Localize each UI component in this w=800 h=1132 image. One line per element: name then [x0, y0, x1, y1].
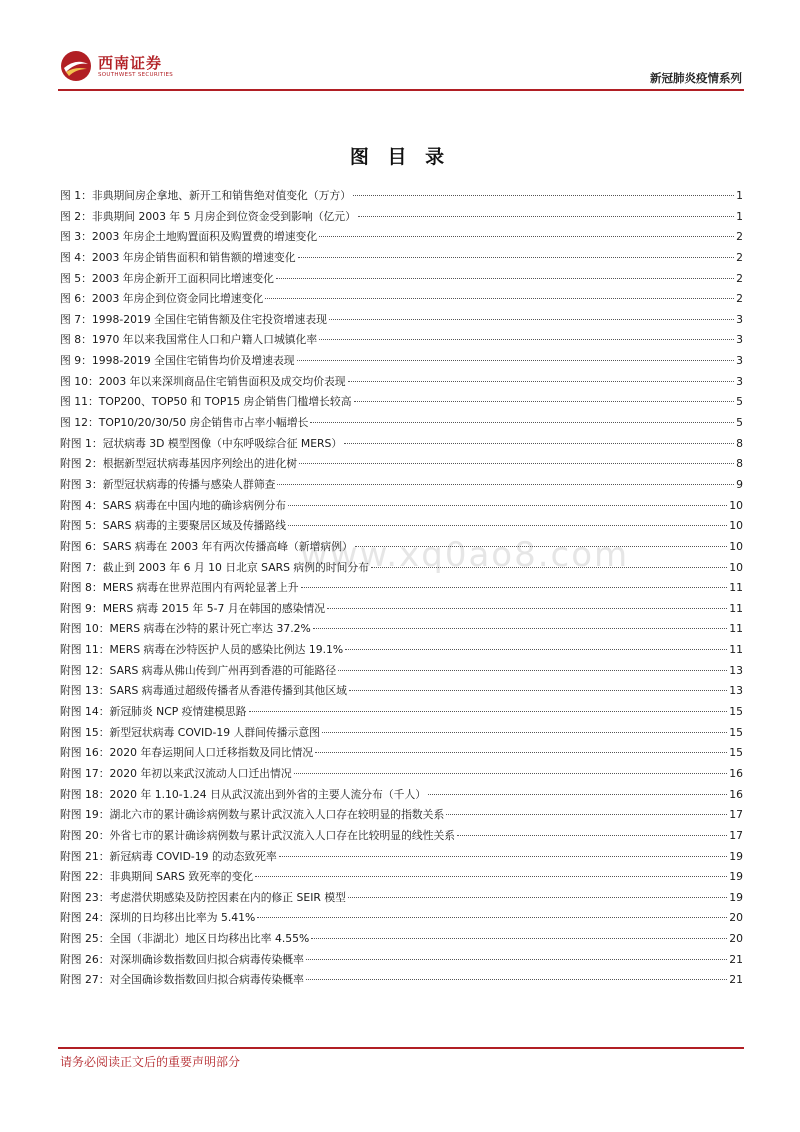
toc-dot-leader — [301, 587, 728, 588]
toc-entry-label: 附图 27：对全国确诊数指数回归拟合病毒传染概率 — [60, 973, 304, 987]
toc-dot-leader — [279, 856, 727, 857]
toc-entry-page-number: 15 — [729, 725, 743, 739]
toc-entry-label: 图 11：TOP200、TOP50 和 TOP15 房企销售门槛增长较高 — [60, 395, 352, 409]
toc-entry-page-number: 11 — [729, 581, 743, 595]
toc-entry[interactable] — [60, 537, 743, 558]
toc-entry-page-number: 1 — [736, 209, 743, 223]
toc-entry-page-number: 13 — [729, 684, 743, 698]
toc-entry-page-number: 10 — [729, 560, 743, 574]
toc-dot-leader — [327, 608, 727, 609]
toc-dot-leader — [257, 917, 727, 918]
toc-entry-page-number: 19 — [729, 890, 743, 904]
toc-entry-label: 图 1：非典期间房企拿地、新开工和销售绝对值变化（万方） — [60, 189, 352, 202]
toc-entry[interactable] — [60, 269, 743, 290]
toc-dot-leader — [276, 278, 734, 279]
toc-entry[interactable] — [60, 929, 743, 950]
toc-entry-label: 附图 11：MERS 病毒在沙特医护人员的感染比例达 19.1% — [60, 643, 344, 657]
toc-entry[interactable] — [60, 867, 743, 888]
toc-dot-leader — [319, 339, 734, 340]
toc-entry-label: 附图 16：2020 年春运期间人口迁移指数及同比情况 — [60, 746, 314, 760]
toc-dot-leader — [344, 443, 734, 444]
toc-entry[interactable] — [60, 619, 743, 640]
toc-entry-label: 附图 14：新冠肺炎 NCP 疫情建模思路 — [60, 705, 247, 719]
toc-entry-label: 附图 19：湖北六市的累计确诊病例数与累计武汉流入人口存在较明显的指数关系 — [60, 808, 445, 822]
page-header — [0, 0, 800, 100]
toc-entry-label: 附图 4：SARS 病毒在中国内地的确诊病例分布 — [60, 498, 287, 512]
toc-entry[interactable] — [60, 908, 743, 929]
toc-dot-leader — [338, 670, 727, 671]
toc-entry-page-number: 21 — [729, 973, 743, 987]
toc-entry[interactable] — [60, 702, 743, 723]
toc-entry[interactable] — [60, 413, 743, 434]
toc-entry-page-number: 5 — [736, 416, 743, 430]
toc-dot-leader — [329, 319, 734, 320]
toc-dot-leader — [288, 505, 727, 506]
toc-dot-leader — [310, 422, 734, 423]
toc-entry-label: 附图 23：考虑潜伏期感染及防控因素在内的修正 SEIR 模型 — [60, 890, 346, 904]
toc-entry-page-number: 15 — [729, 705, 743, 719]
toc-dot-leader — [355, 546, 727, 547]
toc-entry-page-number: 20 — [729, 932, 743, 946]
toc-entry-page-number: 8 — [736, 457, 743, 471]
toc-entry[interactable] — [60, 392, 743, 413]
footer-divider — [58, 1047, 744, 1049]
toc-entry-page-number: 10 — [729, 539, 743, 553]
toc-entry-label: 附图 9：MERS 病毒 2015 年 5-7 月在韩国的感染情况 — [60, 601, 326, 615]
toc-entry[interactable] — [60, 186, 743, 207]
toc-entry-page-number: 3 — [736, 374, 743, 388]
toc-entry[interactable] — [60, 888, 743, 909]
toc-dot-leader — [306, 979, 727, 980]
toc-dot-leader — [306, 959, 727, 960]
toc-entry-label: 附图 8：MERS 病毒在世界范围内有两轮显著上升 — [60, 581, 299, 595]
toc-dot-leader — [446, 814, 727, 815]
toc-entry-page-number: 11 — [729, 601, 743, 615]
toc-entry-page-number: 2 — [736, 230, 743, 244]
toc-entry-label: 附图 7：截止到 2003 年 6 月 10 日北京 SARS 病例的时间分布 — [60, 560, 369, 574]
toc-entry[interactable] — [60, 578, 743, 599]
toc-entry-page-number: 10 — [729, 519, 743, 533]
toc-entry-label: 图 6：2003 年房企到位资金同比增速变化 — [60, 292, 264, 306]
toc-dot-leader — [353, 195, 734, 196]
toc-entry[interactable] — [60, 723, 743, 744]
figure-table-of-contents — [60, 186, 743, 991]
toc-entry[interactable] — [60, 351, 743, 372]
toc-entry-label: 图 4：2003 年房企销售面积和销售额的增速变化 — [60, 250, 296, 264]
toc-entry-page-number: 13 — [729, 663, 743, 677]
toc-entry-page-number: 19 — [729, 870, 743, 884]
toc-entry-label: 附图 10：MERS 病毒在沙特的累计死亡率达 37.2% — [60, 622, 311, 636]
toc-entry-label: 附图 15：新型冠状病毒 COVID-19 人群间传播示意图 — [60, 725, 320, 739]
toc-entry-page-number: 9 — [736, 477, 743, 491]
toc-entry-page-number: 17 — [729, 828, 743, 842]
toc-entry-page-number: 5 — [736, 395, 743, 409]
toc-dot-leader — [297, 360, 735, 361]
toc-entry[interactable] — [60, 372, 743, 393]
toc-entry-label: 图 9：1998-2019 全国住宅销售均价及增速表现 — [60, 354, 295, 368]
toc-entry-page-number: 3 — [736, 354, 743, 368]
toc-entry-label: 图 5：2003 年房企新开工面积同比增速变化 — [60, 271, 274, 285]
toc-entry-label: 附图 21：新冠病毒 COVID-19 的动态致死率 — [60, 849, 277, 863]
toc-entry[interactable] — [60, 248, 743, 269]
report-series-title: 新冠肺炎疫情系列 — [650, 71, 742, 85]
toc-entry-page-number: 16 — [729, 766, 743, 780]
toc-entry-page-number: 2 — [736, 271, 743, 285]
toc-entry-page-number: 2 — [736, 292, 743, 306]
toc-entry-page-number: 10 — [729, 498, 743, 512]
toc-entry[interactable] — [60, 743, 743, 764]
toc-entry[interactable] — [60, 289, 743, 310]
toc-dot-leader — [299, 463, 734, 464]
toc-entry-page-number: 17 — [729, 808, 743, 822]
toc-dot-leader — [348, 897, 727, 898]
toc-dot-leader — [294, 773, 728, 774]
toc-entry-label: 附图 20：外省七市的累计确诊病例数与累计武汉流入人口存在比较明显的线性关系 — [60, 828, 456, 842]
toc-entry-page-number: 11 — [729, 643, 743, 657]
toc-entry-label: 附图 24：深圳的日均移出比率为 5.41% — [60, 911, 256, 925]
toc-entry[interactable] — [60, 805, 743, 826]
logo-emblem-icon — [60, 50, 92, 82]
toc-entry-page-number: 15 — [729, 746, 743, 760]
toc-dot-leader — [354, 401, 735, 402]
toc-entry-label: 附图 2：根据新型冠状病毒基因序列绘出的进化树 — [60, 457, 298, 471]
toc-entry-label: 图 3：2003 年房企土地购置面积及购置费的增速变化 — [60, 230, 318, 244]
toc-entry[interactable] — [60, 475, 743, 496]
toc-dot-leader — [348, 381, 735, 382]
toc-entry-label: 附图 13：SARS 病毒通过超级传播者从香港传播到其他区域 — [60, 684, 347, 698]
toc-dot-leader — [428, 794, 727, 795]
toc-entry[interactable] — [60, 785, 743, 806]
footer-disclaimer: 请务必阅读正文后的重要声明部分 — [60, 1055, 241, 1069]
toc-entry[interactable] — [60, 640, 743, 661]
toc-entry[interactable] — [60, 207, 743, 228]
toc-entry[interactable] — [60, 496, 743, 517]
toc-entry-label: 附图 26：对深圳确诊数指数回归拟合病毒传染概率 — [60, 952, 304, 966]
toc-dot-leader — [288, 525, 727, 526]
toc-entry-page-number: 3 — [736, 312, 743, 326]
toc-dot-leader — [255, 876, 727, 877]
page-title: 图 目 录 — [349, 146, 451, 168]
toc-entry-label: 图 8：1970 年以来我国常住人口和户籍人口城镇化率 — [60, 333, 318, 347]
toc-entry[interactable] — [60, 599, 743, 620]
toc-dot-leader — [345, 649, 727, 650]
toc-dot-leader — [457, 835, 727, 836]
toc-entry-page-number: 20 — [729, 911, 743, 925]
toc-entry-page-number: 2 — [736, 250, 743, 264]
toc-entry[interactable] — [60, 516, 743, 537]
toc-dot-leader — [265, 298, 734, 299]
toc-dot-leader — [311, 938, 727, 939]
toc-dot-leader — [249, 711, 728, 712]
toc-entry-label: 附图 22：非典期间 SARS 致死率的变化 — [60, 870, 254, 884]
toc-dot-leader — [322, 732, 727, 733]
logo-chinese-name: 西南证券 — [98, 54, 163, 72]
toc-entry-label: 附图 12：SARS 病毒从佛山传到广州再到香港的可能路径 — [60, 663, 337, 677]
toc-entry[interactable] — [60, 826, 743, 847]
watermark: www.xq0ao8.com — [300, 535, 630, 575]
toc-entry-label: 附图 1：冠状病毒 3D 模型图像（中东呼吸综合征 MERS） — [60, 436, 343, 450]
toc-entry[interactable] — [60, 681, 743, 702]
toc-entry-page-number: 19 — [729, 849, 743, 863]
header-divider — [58, 89, 744, 91]
toc-entry[interactable] — [60, 310, 743, 331]
toc-entry[interactable] — [60, 847, 743, 868]
toc-dot-leader — [358, 216, 734, 217]
toc-entry[interactable] — [60, 970, 743, 991]
toc-entry-page-number: 16 — [729, 787, 743, 801]
toc-entry-label: 附图 18：2020 年 1.10-1.24 日从武汉流出到外省的主要人流分布（千人） — [60, 787, 427, 801]
toc-entry[interactable] — [60, 434, 743, 455]
toc-entry-page-number: 3 — [736, 333, 743, 347]
toc-entry-label: 图 12：TOP10/20/30/50 房企销售市占率小幅增长 — [60, 416, 309, 430]
toc-entry-label: 附图 5：SARS 病毒的主要聚居区域及传播路线 — [60, 519, 287, 533]
toc-entry[interactable] — [60, 227, 743, 248]
toc-entry[interactable] — [60, 330, 743, 351]
toc-entry-label: 图 7：1998-2019 全国住宅销售额及住宅投资增速表现 — [60, 312, 327, 326]
toc-entry[interactable] — [60, 558, 743, 579]
toc-entry-page-number: 11 — [729, 622, 743, 636]
toc-entry-label: 图 2：非典期间 2003 年 5 月房企到位资金受到影响（亿元） — [60, 209, 356, 223]
toc-dot-leader — [371, 567, 727, 568]
toc-entry-label: 附图 25：全国（非湖北）地区日均移出比率 4.55% — [60, 932, 310, 946]
toc-dot-leader — [298, 257, 735, 258]
toc-entry[interactable] — [60, 764, 743, 785]
toc-entry-label: 附图 6：SARS 病毒在 2003 年有两次传播高峰（新增病例） — [60, 539, 353, 553]
toc-entry-label: 附图 3：新型冠状病毒的传播与感染人群筛查 — [60, 477, 276, 491]
toc-dot-leader — [313, 628, 727, 629]
toc-dot-leader — [277, 484, 734, 485]
toc-dot-leader — [315, 752, 727, 753]
company-logo — [60, 50, 180, 84]
toc-entry-label: 图 10：2003 年以来深圳商品住宅销售面积及成交均价表现 — [60, 374, 346, 388]
toc-entry[interactable] — [60, 661, 743, 682]
toc-dot-leader — [319, 236, 734, 237]
toc-entry-page-number: 8 — [736, 436, 743, 450]
logo-english-name: SOUTHWEST SECURITIES — [98, 72, 174, 78]
toc-entry[interactable] — [60, 950, 743, 971]
toc-dot-leader — [349, 690, 727, 691]
toc-entry-page-number: 21 — [729, 952, 743, 966]
toc-entry-page-number: 1 — [736, 189, 743, 202]
toc-entry[interactable] — [60, 454, 743, 475]
toc-entry-label: 附图 17：2020 年初以来武汉流动人口迁出情况 — [60, 766, 292, 780]
